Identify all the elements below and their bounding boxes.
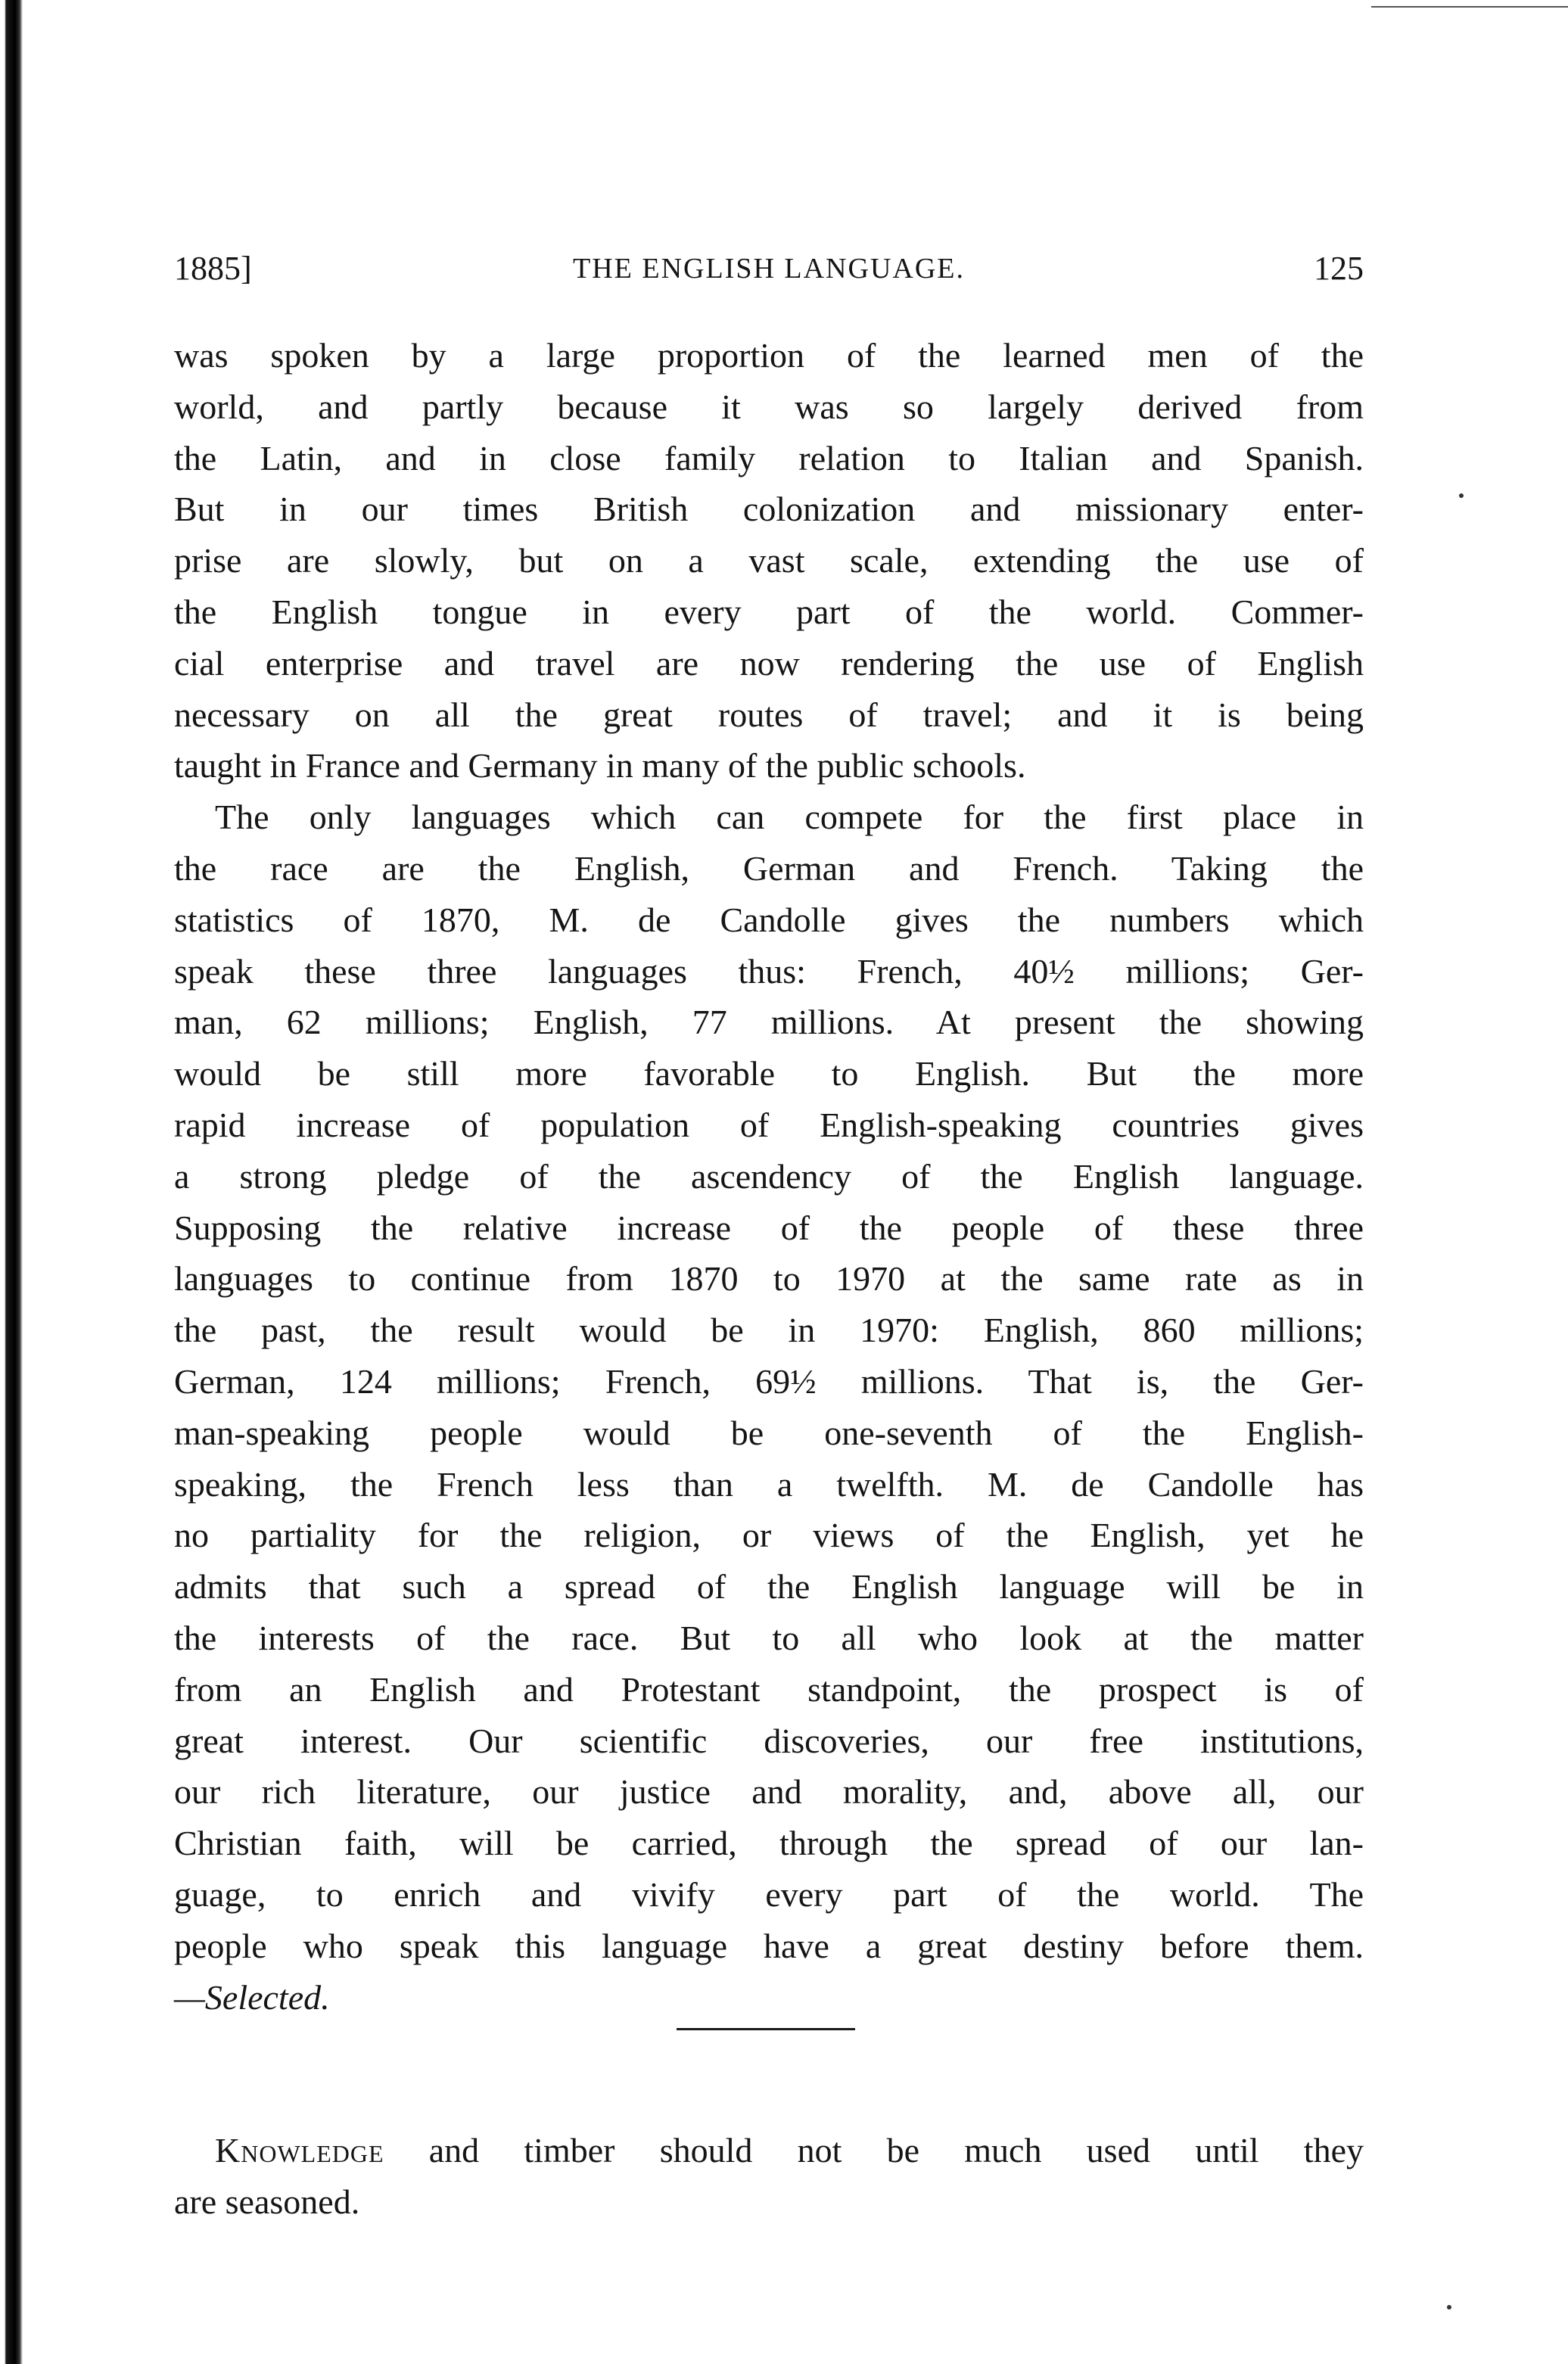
text-line: prise are slowly, but on a vast scale, extending the use of xyxy=(174,541,1364,580)
text-line: But in our times British colonization and missionary enter- xyxy=(174,490,1364,529)
text-line: cial enterprise and travel are now rendering the use of English xyxy=(174,643,1364,683)
text-line: admits that such a spread of the English language will be in xyxy=(174,1567,1364,1607)
text-line: the past, the result would be in 1970: English, 860 millions; xyxy=(174,1311,1364,1350)
note-lead-word: Knowledge xyxy=(215,2131,384,2170)
text-line: world, and partly because it was so largely derived from xyxy=(174,387,1364,426)
note-line: are seasoned. xyxy=(174,2182,360,2221)
paragraph-start-line: The only languages which can compete for the first place in xyxy=(215,798,1364,837)
text-line: would be still more favorable to English. But the more xyxy=(174,1054,1364,1093)
text-line: people who speak this language have a great destiny before them. xyxy=(174,1926,1364,1965)
source-byline: —Selected. xyxy=(174,1977,330,2017)
text-line: the interests of the race. But to all who look at the matter xyxy=(174,1618,1364,1657)
text-line: speaking, the French less than a twelfth. M. de Candolle has xyxy=(174,1464,1364,1504)
text-line: the Latin, and in close family relation to Italian and Spanish. xyxy=(174,438,1364,477)
text-line: a strong pledge of the ascendency of the English language. xyxy=(174,1156,1364,1196)
header-year: 1885] xyxy=(174,250,252,287)
text-line: no partiality for the religion, or views of the English, yet he xyxy=(174,1516,1364,1555)
section-divider xyxy=(677,2028,855,2030)
top-rule xyxy=(1371,6,1568,8)
text-line: the English tongue in every part of the world. Commer- xyxy=(174,592,1364,631)
binding-edge xyxy=(0,0,23,2364)
article-body xyxy=(174,330,1364,2023)
page-number: 125 xyxy=(1314,250,1364,287)
text-line: man-speaking people would be one-seventh of the English- xyxy=(174,1413,1364,1452)
text-line: was spoken by a large proportion of the learned men of the xyxy=(174,336,1364,375)
text-line: great interest. Our scientific discoveries, our free institutions, xyxy=(174,1721,1364,1760)
text-line: German, 124 millions; French, 69½ millions. That is, the Ger- xyxy=(174,1361,1364,1401)
text-line: rapid increase of population of English-speaking countries gives xyxy=(174,1105,1364,1144)
text-line: Christian faith, will be carried, through the spread of our lan- xyxy=(174,1824,1364,1863)
running-title: THE ENGLISH LANGUAGE. xyxy=(573,253,965,285)
page-speck xyxy=(1459,493,1464,498)
page-speck xyxy=(1447,2305,1451,2310)
text-line: Supposing the relative increase of the people of these three xyxy=(174,1208,1364,1247)
text-line: speak these three languages thus: French, 40½ millions; Ger- xyxy=(174,951,1364,991)
page-header xyxy=(174,246,1364,299)
filler-note xyxy=(174,2125,1364,2228)
text-line: languages to continue from 1870 to 1970 at the same rate as in xyxy=(174,1259,1364,1299)
text-line: the race are the English, German and French. Taking the xyxy=(174,848,1364,888)
note-line-text: and timber should not be much used until they xyxy=(384,2131,1364,2170)
text-line: man, 62 millions; English, 77 millions. At present the showing xyxy=(174,1003,1364,1042)
text-line: our rich literature, our justice and morality, and, above all, our xyxy=(174,1772,1364,1812)
text-line: from an English and Protestant standpoint, the prospect is of xyxy=(174,1669,1364,1709)
text-line: guage, to enrich and vivify every part of the world. The xyxy=(174,1874,1364,1914)
text-line: taught in France and Germany in many of the public schools. xyxy=(174,746,1026,785)
text-line: statistics of 1870, M. de Candolle gives the numbers which xyxy=(174,900,1364,939)
note-line xyxy=(174,2125,1364,2176)
text-line: necessary on all the great routes of travel; and it is being xyxy=(174,695,1364,734)
